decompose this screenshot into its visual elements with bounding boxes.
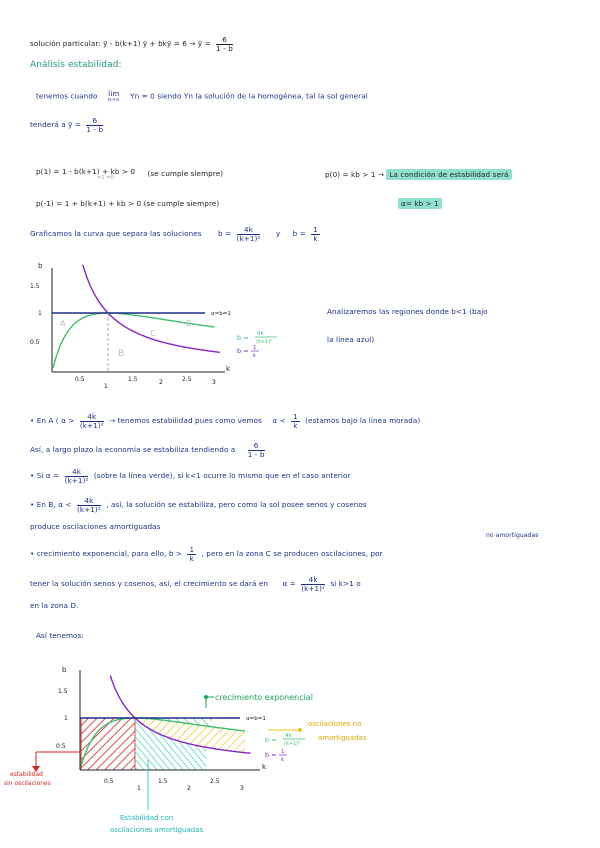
stability-heading: Análisis estabilidad: bbox=[30, 60, 122, 70]
frac-num: 6 bbox=[248, 442, 265, 451]
limit-pre: tenemos cuando bbox=[36, 91, 98, 101]
y-axis-label: b bbox=[38, 262, 43, 270]
frac-num: 1 bbox=[293, 412, 298, 421]
undamped-note: no amortiguadas bbox=[486, 532, 539, 539]
y-tick-1-5: 1.5 bbox=[58, 688, 68, 695]
frac-den: (k+1)² bbox=[79, 420, 104, 430]
point-a-pre: • En A ( α > bbox=[30, 416, 75, 426]
eq1-lhs: b = bbox=[218, 229, 232, 239]
green-case-post: (sobre la línea verde), si k<1 ocurre lo mismo que en el caso anterior bbox=[93, 471, 351, 481]
alpha-symbol: α= bbox=[401, 199, 412, 208]
zone-d-line: en la zona D. bbox=[30, 601, 79, 610]
y-tick-1: 1 bbox=[64, 715, 68, 722]
frac-num: 4k bbox=[301, 576, 325, 585]
exp-post: , pero en la zona C se producen oscilaciones, por bbox=[201, 549, 383, 559]
frac-num: 4k bbox=[237, 226, 261, 235]
frac-den: 1 - b bbox=[216, 43, 233, 53]
x-tick-2: 2 bbox=[187, 785, 191, 792]
pminus1-text: p(-1) = 1 + b(k+1) + kb > 0 (se cumple siempre) bbox=[36, 199, 220, 208]
so-we-have-line: Así tenemos: bbox=[36, 631, 84, 640]
blue-line-label: α=b=1 bbox=[211, 311, 231, 317]
graph-1 bbox=[30, 262, 277, 390]
graph-intro-text: Graficamos la curva que separa las soluciones bbox=[30, 229, 202, 239]
region-a: A bbox=[60, 319, 66, 328]
purple-label-den: k bbox=[281, 757, 284, 763]
frac-num: 4k bbox=[65, 468, 89, 477]
frac-den: k bbox=[313, 233, 318, 243]
frac-den: k bbox=[189, 553, 194, 563]
sines-post: si k>1 o bbox=[330, 579, 361, 589]
point-a-post: (estamos bajo la línea morada) bbox=[305, 416, 421, 426]
frac-num: 6 bbox=[216, 36, 233, 45]
point-a-mid: → tenemos estabilidad pues como vemos bbox=[109, 416, 262, 426]
frac-den: (k+1)² bbox=[236, 233, 261, 243]
tends-text: tenderá a ȳ = bbox=[30, 120, 81, 130]
p1-note: (se cumple siempre) bbox=[147, 169, 224, 179]
alpha-value: kb > 1 bbox=[414, 199, 439, 208]
green-label: b = bbox=[237, 334, 249, 342]
exp-label: crecimiento exponencial bbox=[215, 693, 313, 702]
x-tick-3: 3 bbox=[212, 379, 216, 386]
frac-num: 1 bbox=[313, 225, 318, 234]
x-tick-0-5: 0.5 bbox=[75, 376, 85, 383]
purple-label-num: 1 bbox=[253, 345, 257, 351]
sines-eq: α = bbox=[282, 579, 296, 589]
damp-label-1: Estabilidad con bbox=[120, 814, 174, 822]
long-run-text: Así, a largo plazo la economía se estabiliza tendiendo a bbox=[30, 445, 236, 455]
x-tick-0-5: 0.5 bbox=[104, 778, 114, 785]
y-tick-0-5: 0.5 bbox=[30, 339, 40, 346]
p1-text: p(1) = 1 - b(k+1) + kb > 0 bbox=[36, 167, 136, 176]
y-axis-label: b bbox=[62, 666, 67, 674]
frac-den: 1 - b bbox=[86, 124, 104, 134]
osc-label-2: amortiguadas bbox=[318, 734, 367, 742]
x-tick-1-5: 1.5 bbox=[128, 376, 138, 383]
green-case-pre: • Si α = bbox=[30, 471, 60, 481]
p0-text: p(0) = kb > 1 → bbox=[325, 170, 385, 179]
x-axis-label: k bbox=[262, 763, 267, 771]
x-tick-2-5: 2.5 bbox=[210, 778, 220, 785]
frac-num: 4k bbox=[80, 413, 104, 422]
purple-curve bbox=[83, 265, 220, 353]
limit-word: lim bbox=[108, 89, 120, 98]
osc-label-1: oscilaciones no bbox=[308, 720, 362, 728]
graph-2 bbox=[4, 666, 367, 834]
purple-label: b = bbox=[237, 347, 249, 355]
region-c: C bbox=[150, 329, 156, 338]
frac-num: 6 bbox=[86, 117, 103, 126]
y-tick-1: 1 bbox=[38, 310, 42, 317]
eq2-lhs: b = bbox=[292, 229, 306, 239]
limit-post: Yn = 0 siendo Yn la solución de la homogénea, tal la sol general bbox=[130, 91, 368, 101]
green-label-den: (k+1)² bbox=[284, 741, 301, 747]
stability-condition-highlight: La condición de estabilidad será bbox=[386, 169, 511, 180]
point-a-mid2: α < bbox=[272, 416, 286, 426]
exp-pre: • crecimiento exponencial, para ello, b > bbox=[30, 549, 183, 559]
side-note-1: Analizaremos las regiones donde b<1 (bajo bbox=[327, 307, 488, 316]
y-tick-1-5: 1.5 bbox=[30, 283, 40, 290]
frac-num: 4k bbox=[77, 497, 101, 506]
x-axis-label: k bbox=[226, 365, 231, 373]
stab-label-1: estabilidad bbox=[10, 771, 43, 778]
green-label-num: 4k bbox=[285, 733, 292, 739]
sines-pre: tener la solución senos y cosenos, así, el crecimiento se dará en bbox=[30, 579, 269, 589]
region-b-pre: • En B, α < bbox=[30, 500, 72, 510]
frac-den: (k+1)² bbox=[301, 583, 326, 593]
region-d: D bbox=[186, 319, 193, 328]
purple-label-num: 1 bbox=[281, 749, 285, 755]
frac-den: (k+1)² bbox=[64, 475, 89, 485]
y-tick-0-5: 0.5 bbox=[56, 743, 66, 750]
p1-sub: =1 =0 bbox=[97, 174, 114, 181]
x-tick-1: 1 bbox=[137, 785, 141, 792]
particular-solution-text: solución particular: ȳ - b(k+1) ȳ + bkȳ = 6 ⇝ ȳ = bbox=[30, 39, 211, 49]
x-tick-2: 2 bbox=[159, 379, 163, 386]
blue-line-label: α=b=1 bbox=[246, 716, 266, 722]
x-tick-2-5: 2.5 bbox=[182, 376, 192, 383]
green-label: b = bbox=[265, 736, 277, 744]
x-tick-1-5: 1.5 bbox=[158, 778, 168, 785]
green-label-num: 4k bbox=[257, 331, 264, 337]
damp-label-2: oscilaciones amortiguadas bbox=[110, 826, 204, 834]
x-tick-3: 3 bbox=[240, 785, 244, 792]
frac-den: (k+1)² bbox=[76, 504, 101, 514]
limit-sub: n→∞ bbox=[107, 96, 120, 103]
green-label-den: (k+1)² bbox=[256, 339, 273, 345]
frac-den: k bbox=[293, 420, 298, 430]
region-b-post: , así, la solución se estabiliza, pero como la sol posee senos y cosenos bbox=[106, 500, 367, 510]
damped-line: produce oscilaciones amortiguadas bbox=[30, 522, 161, 531]
region-b: B bbox=[118, 349, 125, 359]
side-note-2: la línea azul) bbox=[327, 335, 375, 344]
and-word: y bbox=[275, 229, 281, 239]
frac-den: 1 - b bbox=[247, 449, 265, 459]
purple-label: b = bbox=[265, 751, 277, 759]
stab-label-2: sin oscilaciones bbox=[4, 780, 51, 787]
osc-arrow-dot bbox=[298, 728, 302, 732]
frac-num: 1 bbox=[189, 545, 195, 554]
x-tick-1: 1 bbox=[104, 383, 108, 390]
purple-label-den: k bbox=[253, 353, 256, 359]
